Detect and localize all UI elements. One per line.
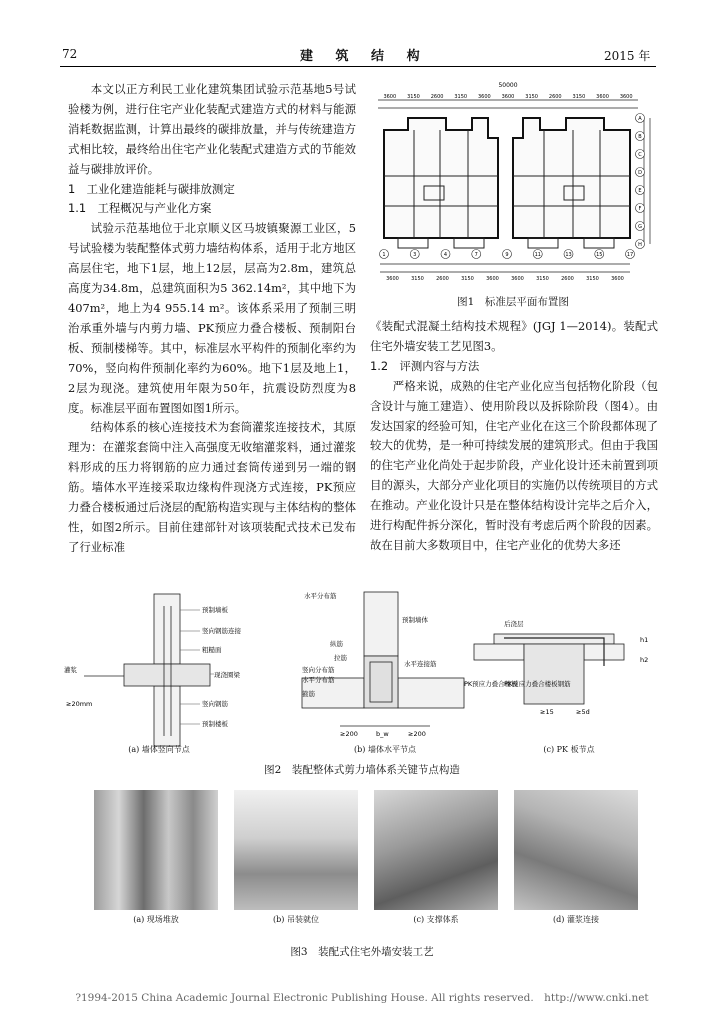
top-dimension-label: 3600 [596, 94, 609, 100]
top-dimension-label: 3600 [383, 94, 397, 100]
axis-bubble-label: B [638, 134, 642, 140]
header-rule [60, 66, 656, 67]
photo-hoisting [234, 790, 358, 910]
axis-bubble-label: 15 [596, 252, 603, 258]
axis-bubble-label: 17 [626, 252, 634, 258]
joint-c-label: 后浇层 [504, 620, 524, 628]
joint-b-label: 拉筋 [334, 654, 347, 662]
joint-b-label: ≥200 [340, 730, 358, 738]
bottom-dimension-label: 3150 [586, 276, 599, 282]
issue-year: 2015 年 [604, 49, 651, 63]
section-heading-1-1: 1.1 工程概况与产业化方案 [68, 201, 212, 216]
joint-b-label: ≥200 [408, 730, 426, 738]
axis-bubble-label: E [638, 188, 642, 194]
bottom-dimension-label: 2600 [561, 276, 574, 282]
pk-slab-joint-drawing [464, 586, 660, 754]
joint-b-label: 纵筋 [330, 640, 343, 648]
photo-grouting [514, 790, 638, 910]
top-dimension-label: 3150 [572, 94, 586, 100]
joint-a-label: 现浇圈梁 [214, 671, 240, 679]
figure-3b-sub: (b) 吊装就位 [273, 915, 319, 924]
top-dimension-label: 3150 [525, 94, 539, 100]
joint-a-label: 灌浆 [64, 666, 77, 674]
left-column [68, 80, 356, 558]
top-dimension-label: 3150 [454, 94, 468, 100]
figure-2c-sub: (c) PK 板节点 [543, 745, 595, 754]
joint-a-label: ≥20mm [66, 700, 93, 708]
figure-1-caption: 图1 标准层平面布置图 [457, 296, 569, 308]
axis-bubble-label: 7 [474, 252, 478, 258]
axis-bubble-label: D [638, 170, 642, 176]
joint-a-label: 预制楼板 [202, 720, 228, 728]
joint-b-label: 箍筋 [302, 690, 315, 698]
top-dimension-label: 2600 [548, 94, 562, 100]
figure-3a-sub: (a) 现场堆放 [133, 915, 179, 924]
figure-1 [368, 78, 658, 310]
joint-b-label: 水平分布筋 [304, 592, 337, 600]
bottom-dimension-label: 3150 [536, 276, 549, 282]
joint-b-label: b_w [376, 730, 389, 738]
standard-paragraph: 《装配式混凝土结构技术规程》(JGJ 1—2014)。装配式住宅外墙安装工艺见图3。 [370, 319, 658, 353]
figure-3 [94, 790, 654, 940]
joint-c-label: ≥15 [540, 708, 554, 716]
copyright-footer: ?1994-2015 China Academic Journal Electronic Publishing House. All rights reserved. http://www.cnki.net [75, 992, 649, 1004]
axis-bubble-label: A [638, 116, 642, 122]
figure-3c-sub: (c) 支撑体系 [413, 915, 459, 924]
joint-c-label: h2 [640, 656, 649, 664]
page-number: 72 [62, 47, 78, 61]
axis-bubble-label: H [638, 242, 642, 248]
figure-2a-sub: (a) 墙体竖向节点 [128, 745, 190, 754]
right-axis-bubbles [636, 114, 645, 249]
bottom-dimension-label: 3600 [386, 276, 399, 282]
bottom-dimension-label: 3600 [486, 276, 499, 282]
joint-b-label: 水平连接筋 [404, 660, 437, 668]
joint-a-label: 粗糙面 [202, 646, 222, 654]
right-column [370, 317, 658, 556]
axis-bubble-label: 11 [534, 252, 541, 258]
joint-b-label: 竖向分布筋 [302, 666, 335, 674]
photo-support-system [374, 790, 498, 910]
axis-bubble-label: 9 [505, 252, 509, 258]
top-dimension-label: 3600 [619, 94, 633, 100]
top-dimension-label: 3150 [407, 94, 420, 100]
wall-vertical-joint-drawing [64, 586, 264, 754]
top-dimension-label: 2600 [430, 94, 444, 100]
photo-site-stacking [94, 790, 218, 910]
joint-b-label: 水平分布筋 [302, 676, 335, 684]
figure-2-caption: 图2 装配整体式剪力墙体系关键节点构造 [264, 764, 460, 776]
section-heading-1: 1 工业化建造能耗与碳排放测定 [68, 181, 235, 196]
axis-bubble-label: F [638, 206, 642, 212]
joint-c-label: h1 [640, 636, 649, 644]
figure-2 [64, 586, 660, 782]
joint-a-label: 预制墙板 [202, 606, 228, 614]
journal-title: 建 筑 结 构 [300, 49, 429, 64]
axis-bubble-label: 1 [382, 252, 386, 258]
top-dimension-label: 3600 [501, 94, 515, 100]
bottom-axis-bubbles [380, 250, 635, 259]
joint-c-label: ≥5d [576, 708, 590, 716]
axis-bubble-label: 3 [413, 252, 417, 258]
axis-bubble-label: C [638, 152, 642, 158]
wall-horizontal-joint-drawing [300, 586, 470, 754]
bottom-dimension-label: 2600 [436, 276, 449, 282]
bottom-dimension-label: 3150 [461, 276, 474, 282]
figure-3d-sub: (d) 灌浆连接 [553, 915, 599, 924]
figure-3-caption: 图3 装配式住宅外墙安装工艺 [290, 946, 434, 958]
axis-bubble-label: 13 [565, 252, 572, 258]
joint-b-label: 预制墙体 [402, 616, 428, 624]
intro-paragraph: 本文以正方利民工业化建筑集团试验示范基地5号试验楼为例，进行住宅产业化装配式建造方式的材料与能源消耗数据监测，计算出最终的碳排放量，并与传统建造方式相比较，最终给出住宅产业化装配式建造方式的节能效益与碳排放评价。 [68, 82, 356, 176]
bottom-dimension-label: 3600 [611, 276, 624, 282]
project-paragraph: 试验示范基地位于北京顺义区马坡镇聚源工业区，5号试验楼为装配整体式剪力墙结构体系，适用于北方地区高层住宅，地下1层，地上12层，层高为2.8m，建筑总高度为34.8m，总建筑面积为5 362.14m²，其中地下为407m²，地上为4 955.14 m²。该体系采用了预制三明治承重外墙与内剪力墙、PK预应力叠合楼板、预制阳台板、预制楼梯等。其中，标准层水平构件的预制化率约为70%，竖向构件预制化率约为60%。地下1层及地上1，2层为现浇。建筑使用年限为50年，抗震设防烈度为8度。标准层平面布置图如图1所示。 [68, 221, 356, 415]
top-dimension-row [383, 94, 632, 100]
joint-a-label: 竖向钢筋连接 [202, 627, 241, 635]
axis-bubble-label: G [638, 224, 642, 230]
joint-a-label: 竖向钢筋 [202, 700, 228, 708]
section-heading-1-2: 1.2 评测内容与方法 [370, 358, 480, 373]
evaluation-paragraph: 严格来说，成熟的住宅产业化应当包括物化阶段（包含设计与施工建造）、使用阶段以及拆除阶段（图4）。由发达国家的经验可知，住宅产业化在这三个阶段都体现了较大的优势，是一种可持续发展的建筑形式。但由于我国的住宅产业化尚处于起步阶段，产业化设计还未前置到项目的源头，大部分产业化项目的实施仍以传统项目的方式在推动。产业化设计只是在整体结构设计完毕之后介入，进行构配件拆分深化，暂时没有考虑后两个阶段的因素。故在目前大多数项目中，住宅产业化的优势大多还 [370, 378, 658, 552]
floor-plan-drawing [368, 78, 658, 292]
connection-paragraph: 结构体系的核心连接技术为套筒灌浆连接技术，其原理为：在灌浆套筒中注入高强度无收缩灌浆料，通过灌浆料形成的压力将钢筋的应力通过套筒传递到另一端的钢筋。墙体水平连接采取边缘构件现浇方式连接，PK预应力叠合楼板通过后浇层的配筋构造实现与主体结构的整体性，如图2所示。目前住建部针对该项装配式技术已发布了行业标准 [68, 420, 356, 554]
bottom-dimension-row [386, 276, 624, 282]
bottom-dimension-label: 3600 [511, 276, 524, 282]
axis-bubble-label: 4 [443, 252, 448, 258]
joint-c-label: PK预应力叠合楼板 [464, 680, 518, 688]
total-dimension: 50000 [498, 82, 518, 89]
figure-2b-sub: (b) 墙体水平节点 [354, 745, 416, 754]
bottom-dimension-label: 3150 [411, 276, 424, 282]
top-dimension-label: 3600 [477, 94, 491, 100]
joint-c-label: PK预应力叠合楼板钢筋 [504, 680, 571, 688]
